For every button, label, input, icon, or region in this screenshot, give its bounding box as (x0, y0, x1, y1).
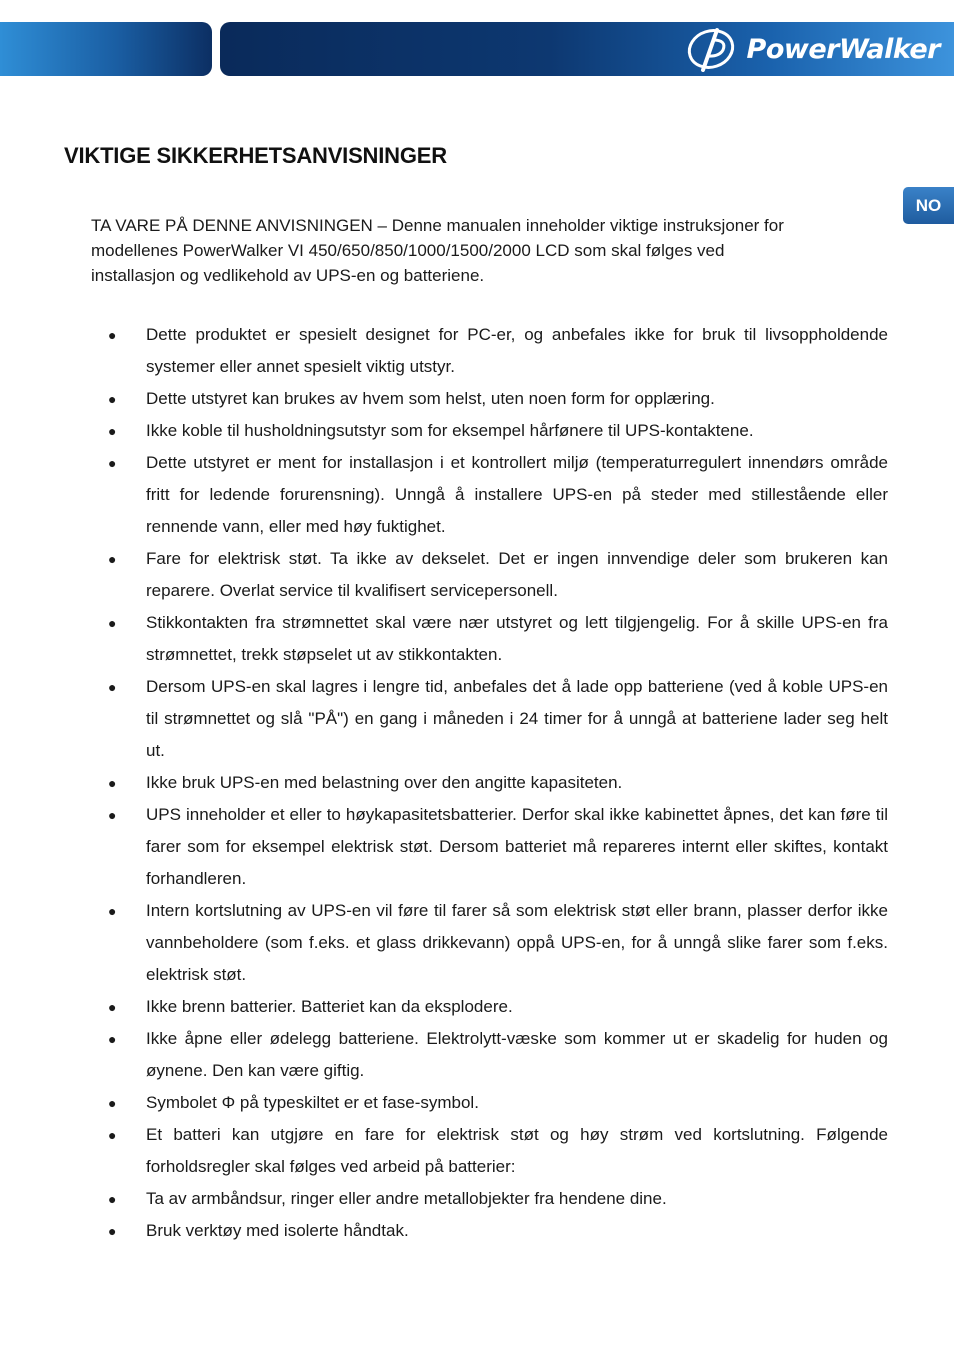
list-item (108, 383, 888, 415)
list-item-text: Ta av armbåndsur, ringer eller andre metallobjekter fra hendene dine. (146, 1189, 667, 1208)
list-item (108, 543, 888, 607)
page-title: VIKTIGE SIKKERHETSANVISNINGER (64, 143, 447, 168)
bullet-icon: ● (108, 391, 117, 407)
bullet-icon: ● (108, 1031, 117, 1047)
bullet-icon: ● (108, 1127, 117, 1143)
list-item-text: Ikke åpne eller ødelegg batteriene. Elektrolytt-væske som kommer ut er skadelig for huden og øynene. Den kan være giftig. (146, 1029, 888, 1080)
language-tab: NO (903, 187, 954, 224)
list-item-text: UPS inneholder et eller to høykapasitetsbatterier. Derfor skal ikke kabinettet åpnes, det kan føre til farer som for eksempel elektrisk støt. Dersom batteriet må repareres internt eller skiftes, kontakt forhandleren. (146, 805, 888, 888)
bullet-icon: ● (108, 551, 117, 567)
powerwalker-logo-icon (683, 26, 743, 72)
list-item-text: Symbolet Φ på typeskiltet er et fase-symbol. (146, 1093, 479, 1112)
list-item (108, 1119, 888, 1183)
list-item-text: Ikke brenn batterier. Batteriet kan da eksplodere. (146, 997, 513, 1016)
list-item (108, 895, 888, 991)
powerwalker-logo (683, 24, 940, 74)
bullet-icon: ● (108, 455, 117, 471)
list-item-text: Bruk verktøy med isolerte håndtak. (146, 1221, 409, 1240)
bullet-icon: ● (108, 807, 117, 823)
list-item-text: Ikke bruk UPS-en med belastning over den angitte kapasiteten. (146, 773, 623, 792)
list-item (108, 607, 888, 671)
intro-line: modellenes PowerWalker VI 450/650/850/1000/1500/2000 LCD som skal følges ved (91, 241, 725, 260)
safety-list (0, 319, 954, 1247)
powerwalker-logo-text: PowerWalker (746, 33, 940, 65)
list-item (108, 991, 888, 1023)
list-item-text: Dette produktet er spesielt designet for PC-er, og anbefales ikke for bruk til livsoppholdende systemer eller annet spesielt viktig utstyr. (146, 325, 888, 376)
list-item (108, 1023, 888, 1087)
bullet-icon: ● (108, 615, 117, 631)
list-item (108, 319, 888, 383)
bullet-icon: ● (108, 679, 117, 695)
bullet-icon: ● (108, 1191, 117, 1207)
list-item-text: Intern kortslutning av UPS-en vil føre til farer så som elektrisk støt eller brann, plasser derfor ikke vannbeholdere (som f.eks. et glass drikkevann) oppå UPS-en, for å unngå slike farer som f.eks. elektrisk støt. (146, 901, 888, 984)
list-item (108, 1183, 888, 1215)
bullet-icon: ● (108, 1095, 117, 1111)
list-item-text: Dette utstyret er ment for installasjon i et kontrollert miljø (temperaturregulert innendørs område fritt for ledende forurensning). Unngå å installere UPS-en på steder med stillestående eller rennende vann, eller med høy fuktighet. (146, 453, 888, 536)
list-item (108, 671, 888, 767)
list-item (108, 1215, 888, 1247)
list-item (108, 767, 888, 799)
bullet-icon: ● (108, 775, 117, 791)
list-item (108, 415, 888, 447)
intro-paragraph (91, 213, 851, 288)
list-item (108, 447, 888, 543)
intro-line: TA VARE PÅ DENNE ANVISNINGEN – Denne manualen inneholder viktige instruksjoner for (91, 216, 784, 235)
list-item (108, 1087, 888, 1119)
list-item-text: Et batteri kan utgjøre en fare for elektrisk støt og høy strøm ved kortslutning. Følgende forholdsregler skal følges ved arbeid på batterier: (146, 1125, 888, 1176)
bullet-icon: ● (108, 999, 117, 1015)
bullet-icon: ● (108, 423, 117, 439)
list-item-text: Dette utstyret kan brukes av hvem som helst, uten noen form for opplæring. (146, 389, 715, 408)
list-item-text: Fare for elektrisk støt. Ta ikke av dekselet. Det er ingen innvendige deler som brukeren kan reparere. Overlat service til kvalifisert servicepersonell. (146, 549, 888, 600)
header-bar-left (0, 22, 212, 76)
intro-line: installasjon og vedlikehold av UPS-en og batteriene. (91, 266, 485, 285)
list-item-text: Ikke koble til husholdningsutstyr som for eksempel hårfønere til UPS-kontaktene. (146, 421, 754, 440)
list-item-text: Dersom UPS-en skal lagres i lengre tid, anbefales det å lade opp batteriene (ved å koble UPS-en til strømnettet og slå "PÅ") en gang i måneden i 24 timer for å unngå at batteriene lader seg helt ut. (146, 677, 888, 760)
list-item (108, 799, 888, 895)
bullet-icon: ● (108, 327, 117, 343)
bullet-icon: ● (108, 903, 117, 919)
bullet-icon: ● (108, 1223, 117, 1239)
list-item-text: Stikkontakten fra strømnettet skal være nær utstyret og lett tilgjengelig. For å skille UPS-en fra strømnettet, trekk støpselet ut av stikkontakten. (146, 613, 888, 664)
